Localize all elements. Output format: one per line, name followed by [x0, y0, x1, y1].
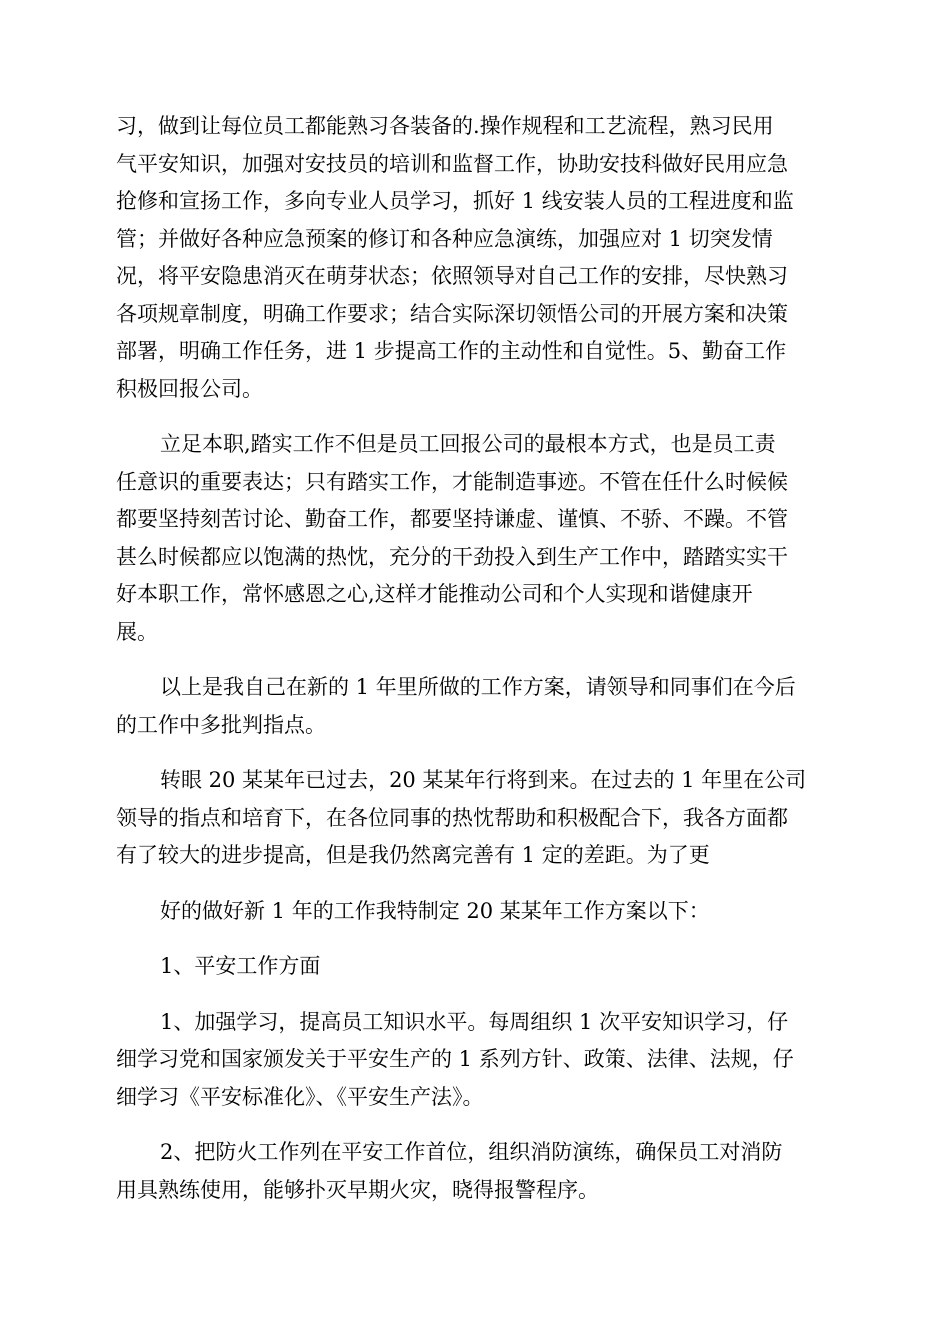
text-line: 的工作中多批判指点。 — [116, 712, 326, 737]
paragraph-1 — [116, 108, 832, 408]
text-line: 1、平安工作方面 — [160, 954, 321, 978]
text-line: 有了较大的进步提高，但是我仍然离完善有 1 定的差距。为了更 — [116, 843, 710, 867]
text-line: 部署，明确工作任务，进 1 步提高工作的主动性和自觉性。5、勤奋工作 — [116, 339, 787, 363]
text-line: 气平安知识，加强对安技员的培训和监督工作，协助安技科做好民用应急 — [116, 151, 788, 176]
text-line: 1、加强学习，提高员工知识水平。每周组织 1 次平安知识学习，仔 — [160, 1009, 789, 1034]
text-line: 以上是我自己在新的 1 年里所做的工作方案，请领导和同事们在今后 — [160, 675, 796, 699]
document-body — [116, 108, 832, 1227]
section-heading — [116, 948, 832, 986]
paragraph-8 — [116, 1134, 832, 1209]
paragraph-2 — [116, 426, 832, 651]
text-line: 好的做好新 1 年的工作我特制定 20 某某年工作方案以下： — [160, 898, 710, 923]
text-line: 习，做到让每位员工都能熟习各装备的.操作规程和工艺流程，熟习民用 — [116, 114, 774, 138]
text-line: 转眼 20 某某年已过去，20 某某年行将到来。在过去的 1 年里在公司 — [160, 768, 807, 792]
paragraph-4 — [116, 762, 832, 875]
text-line: 都要坚持刻苦讨论、勤奋工作，都要坚持谦虚、谨慎、不骄、不躁。不管 — [116, 507, 788, 531]
text-line: 2、把防火工作列在平安工作首位，组织消防演练，确保员工对消防 — [160, 1140, 783, 1164]
text-line: 用具熟练使用，能够扑灭早期火灾，晓得报警程序。 — [116, 1177, 599, 1202]
paragraph-3 — [116, 669, 832, 744]
text-line: 领导的指点和培育下，在各位同事的热忱帮助和积极配合下，我各方面都 — [116, 805, 788, 830]
paragraph-7 — [116, 1004, 832, 1117]
text-line: 细学习党和国家颁发关于平安生产的 1 系列方针、政策、法律、法规，仔 — [116, 1047, 794, 1071]
text-line: 抢修和宣扬工作，多向专业人员学习，抓好 1 线安装人员的工程进度和监 — [116, 189, 794, 213]
text-line: 细学习《平安标准化》、《平安生产法》。 — [116, 1084, 484, 1109]
text-line: 甚么时候都应以饱满的热忱，充分的干劲投入到生产工作中，踏踏实实干 — [116, 544, 788, 569]
text-line: 展。 — [116, 619, 158, 644]
text-line: 任意识的重要表达；只有踏实工作，才能制造事迹。不管在任什么时候候 — [116, 469, 788, 494]
text-line: 积极回报公司。 — [116, 376, 263, 401]
text-line: 管；并做好各种应急预案的修订和各种应急演练，加强应对 1 切突发情 — [116, 226, 773, 251]
text-line: 立足本职,踏实工作不但是员工回报公司的最根本方式，也是员工责 — [160, 432, 776, 456]
text-line: 况，将平安隐患消灭在萌芽状态；依照领导对自己工作的安排，尽快熟习 — [116, 264, 788, 288]
paragraph-5 — [116, 893, 832, 931]
text-line: 好本职工作，常怀感恩之心,这样才能推动公司和个人实现和谐健康开 — [116, 582, 753, 606]
text-line: 各项规章制度，明确工作要求；结合实际深切领悟公司的开展方案和决策 — [116, 301, 788, 326]
